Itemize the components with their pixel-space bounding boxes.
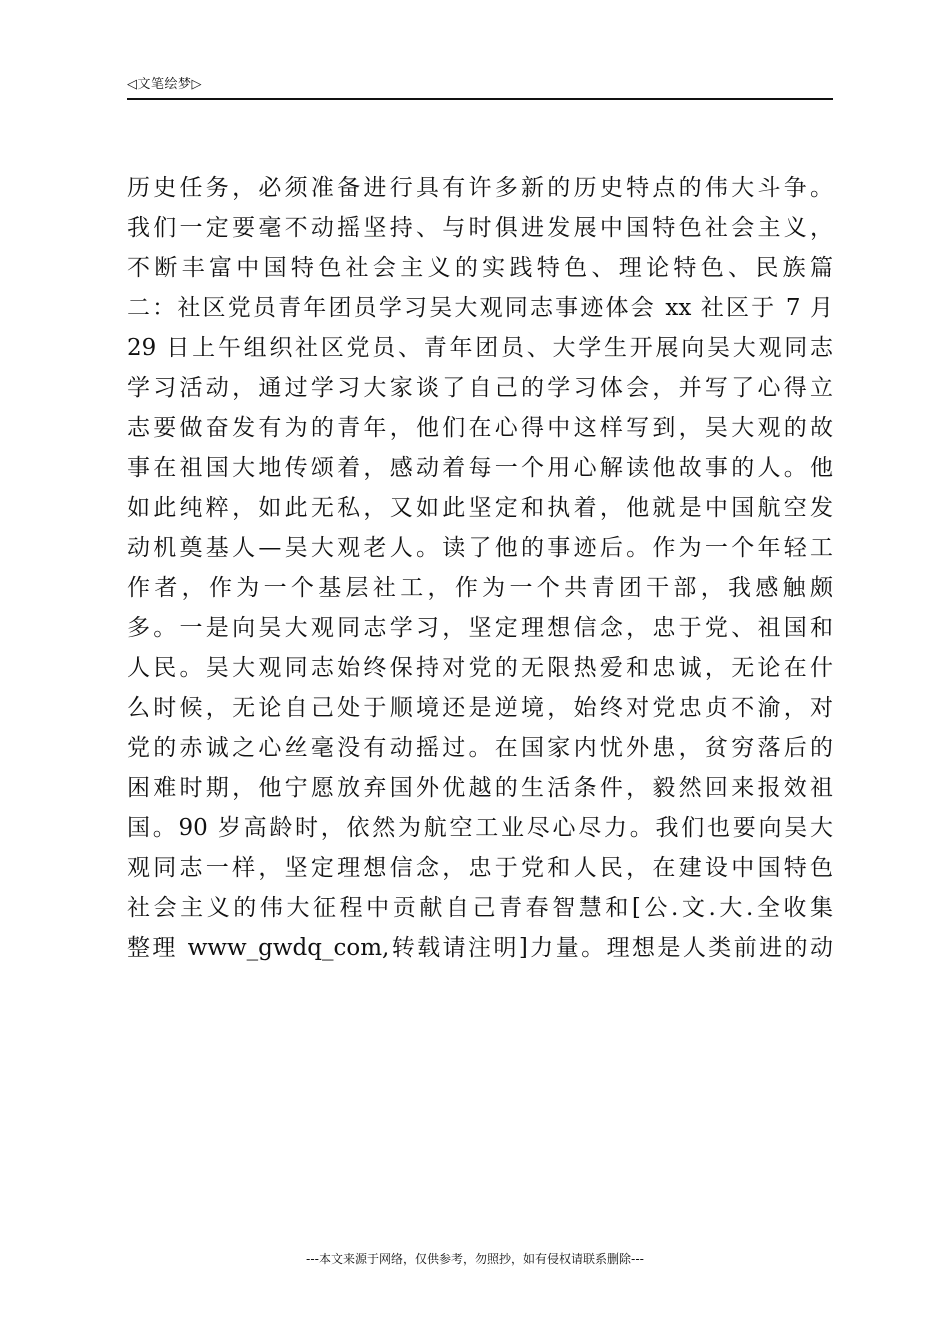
- document-body: [127, 168, 833, 968]
- text-line: 么时候，无论自己处于顺境还是逆境，始终对党忠贞不渝，对: [127, 695, 833, 721]
- text-line: 国。90 岁高龄时，依然为航空工业尽心尽力。我们也要向吴大: [127, 815, 833, 841]
- text-line: 29 日上午组织社区党员、青年团员、大学生开展向吴大观同志: [127, 335, 833, 361]
- text-line: 志要做奋发有为的青年，他们在心得中这样写到，吴大观的故: [127, 415, 833, 441]
- text-line: 学习活动，通过学习大家谈了自己的学习体会，并写了心得立: [127, 375, 833, 401]
- text-line: 历史任务，必须准备进行具有许多新的历史特点的伟大斗争。: [127, 175, 833, 201]
- text-line: 多。一是向吴大观同志学习，坚定理想信念，忠于党、祖国和: [127, 615, 833, 641]
- text-line: 整理 www_gwdq_com,转载请注明]力量。理想是人类前进的动: [127, 935, 833, 961]
- text-line: 党的赤诚之心丝毫没有动摇过。在国家内忧外患，贫穷落后的: [127, 735, 833, 761]
- text-line: 作者，作为一个基层社工，作为一个共青团干部，我感触颇: [127, 575, 833, 601]
- page-footer: ---本文来源于网络，仅供参考，勿照抄，如有侵权请联系删除---: [306, 1252, 644, 1266]
- text-line: 我们一定要毫不动摇坚持、与时俱进发展中国特色社会主义，: [127, 215, 833, 241]
- text-line: 不断丰富中国特色社会主义的实践特色、理论特色、民族篇: [127, 255, 833, 281]
- text-line: 动机奠基人—吴大观老人。读了他的事迹后。作为一个年轻工: [127, 535, 833, 561]
- header-title: ◁文笔绘梦▷: [127, 77, 202, 92]
- text-line: 事在祖国大地传颂着，感动着每一个用心解读他故事的人。他: [127, 455, 833, 481]
- page-header: [127, 74, 833, 100]
- text-line: 困难时期，他宁愿放弃国外优越的生活条件，毅然回来报效祖: [127, 775, 833, 801]
- text-line: 人民。吴大观同志始终保持对党的无限热爱和忠诚，无论在什: [127, 655, 833, 681]
- text-line: 观同志一样，坚定理想信念，忠于党和人民，在建设中国特色: [127, 855, 833, 881]
- text-line: 社会主义的伟大征程中贡献自己青春智慧和[公.文.大.全收集: [127, 895, 833, 921]
- text-line: 二：社区党员青年团员学习吴大观同志事迹体会 xx 社区于 7 月: [127, 295, 833, 321]
- text-line: 如此纯粹，如此无私，又如此坚定和执着，他就是中国航空发: [127, 495, 833, 521]
